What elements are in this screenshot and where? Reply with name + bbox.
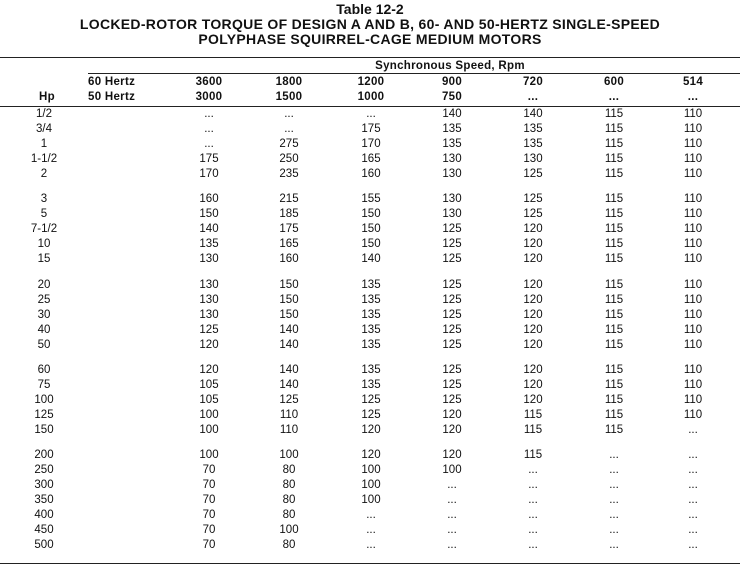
column-header-hz50: ...	[687, 91, 699, 103]
torque-cell: 115	[604, 379, 624, 391]
torque-cell: 115	[604, 138, 624, 150]
torque-cell: 115	[604, 223, 624, 235]
torque-cell: ...	[284, 123, 294, 135]
torque-cell: 100	[361, 494, 381, 506]
column-header-hz50: 1000	[357, 91, 385, 103]
torque-cell: 165	[361, 153, 381, 165]
column-header-hz60: 1200	[357, 76, 385, 88]
torque-cell: 120	[523, 309, 543, 321]
torque-cell: 115	[523, 409, 543, 421]
torque-cell: 140	[361, 253, 381, 265]
torque-cell: 125	[523, 193, 543, 205]
torque-cell: 110	[683, 324, 703, 336]
hp-cell: 450	[34, 524, 54, 536]
hp-cell: 125	[34, 409, 54, 421]
torque-cell: 125	[442, 223, 462, 235]
torque-cell: 215	[279, 193, 299, 205]
torque-cell: 115	[604, 153, 624, 165]
torque-cell: 115	[604, 364, 624, 376]
hp-cell: 100	[34, 394, 54, 406]
torque-cell: 235	[279, 168, 299, 180]
table-row	[0, 222, 740, 236]
hp-cell: 5	[40, 208, 48, 220]
table-row	[0, 408, 740, 422]
torque-cell: 70	[202, 464, 216, 476]
torque-cell: ...	[528, 464, 538, 476]
torque-cell: 110	[683, 193, 703, 205]
torque-cell: 140	[279, 364, 299, 376]
torque-cell: 125	[442, 309, 462, 321]
torque-cell: 140	[442, 108, 462, 120]
torque-cell: 125	[523, 208, 543, 220]
torque-cell: 115	[604, 279, 624, 291]
hp-cell: 7-1/2	[30, 223, 58, 235]
torque-cell: 140	[279, 379, 299, 391]
torque-cell: ...	[609, 539, 619, 551]
torque-cell: 115	[604, 309, 624, 321]
torque-cell: ...	[688, 494, 698, 506]
torque-cell: 110	[683, 279, 703, 291]
column-header-hz50: 3000	[195, 91, 223, 103]
hp-cell: 60	[37, 364, 51, 376]
torque-cell: 185	[279, 208, 299, 220]
torque-cell: 100	[199, 449, 219, 461]
torque-cell: ...	[447, 524, 457, 536]
torque-cell: 110	[683, 238, 703, 250]
column-header-hz50: 1500	[275, 91, 303, 103]
table-row	[0, 538, 740, 552]
torque-cell: 110	[279, 424, 299, 436]
torque-cell: 175	[199, 153, 219, 165]
torque-cell: 150	[361, 223, 381, 235]
hp-cell: 200	[34, 449, 54, 461]
torque-cell: ...	[204, 108, 214, 120]
column-header-hz60: 720	[522, 76, 544, 88]
hp-header: Hp	[39, 91, 55, 103]
table-row	[0, 152, 740, 166]
torque-cell: 80	[282, 509, 296, 521]
hp-cell: 15	[37, 253, 51, 265]
hp-cell: 40	[37, 324, 51, 336]
torque-cell: 130	[442, 193, 462, 205]
torque-cell: 70	[202, 524, 216, 536]
torque-cell: 115	[604, 424, 624, 436]
table-row	[0, 122, 740, 136]
top-rule	[0, 57, 740, 58]
torque-cell: 125	[442, 364, 462, 376]
torque-cell: 125	[442, 339, 462, 351]
torque-cell: 135	[523, 123, 543, 135]
column-header-hz60: 900	[441, 76, 463, 88]
torque-cell: 115	[604, 168, 624, 180]
torque-cell: 110	[683, 123, 703, 135]
torque-cell: 130	[442, 168, 462, 180]
torque-cell: 110	[683, 339, 703, 351]
torque-cell: 120	[523, 394, 543, 406]
torque-cell: ...	[609, 479, 619, 491]
torque-cell: 135	[523, 138, 543, 150]
column-header-hz50: ...	[527, 91, 539, 103]
torque-cell: 80	[282, 494, 296, 506]
hp-cell: 250	[34, 464, 54, 476]
freq-label-50hz: 50 Hertz	[88, 91, 136, 103]
torque-cell: ...	[609, 494, 619, 506]
torque-cell: 135	[361, 379, 381, 391]
torque-cell: 120	[361, 449, 381, 461]
torque-cell: 150	[279, 294, 299, 306]
torque-cell: 160	[361, 168, 381, 180]
torque-cell: ...	[528, 539, 538, 551]
hp-cell: 20	[37, 279, 51, 291]
torque-cell: 115	[523, 424, 543, 436]
torque-cell: 150	[199, 208, 219, 220]
torque-cell: ...	[609, 509, 619, 521]
torque-cell: 120	[523, 364, 543, 376]
torque-cell: 175	[279, 223, 299, 235]
torque-cell: 105	[199, 379, 219, 391]
torque-cell: 125	[523, 168, 543, 180]
hp-cell: 1-1/2	[30, 153, 58, 165]
torque-cell: 135	[361, 364, 381, 376]
torque-cell: 130	[199, 309, 219, 321]
torque-cell: 140	[279, 339, 299, 351]
torque-cell: 115	[523, 449, 543, 461]
torque-cell: 70	[202, 479, 216, 491]
table-row	[0, 463, 740, 477]
torque-cell: 175	[361, 123, 381, 135]
hp-cell: 3/4	[36, 123, 52, 135]
column-header-hz60: 1800	[275, 76, 303, 88]
torque-cell: 120	[442, 449, 462, 461]
table-row	[0, 278, 740, 292]
torque-cell: 110	[683, 253, 703, 265]
torque-cell: 80	[282, 464, 296, 476]
torque-cell: ...	[204, 138, 214, 150]
torque-cell: 170	[199, 168, 219, 180]
torque-cell: 105	[199, 394, 219, 406]
torque-cell: ...	[609, 449, 619, 461]
torque-cell: 165	[279, 238, 299, 250]
torque-cell: 115	[604, 108, 624, 120]
torque-cell: 115	[604, 394, 624, 406]
torque-cell: 120	[361, 424, 381, 436]
synchronous-speed-header: Synchronous Speed, Rpm	[375, 60, 525, 72]
torque-cell: 110	[683, 364, 703, 376]
torque-cell: 110	[683, 138, 703, 150]
torque-cell: ...	[366, 539, 376, 551]
torque-cell: 130	[199, 279, 219, 291]
torque-cell: 110	[683, 394, 703, 406]
torque-cell: ...	[609, 464, 619, 476]
torque-cell: 125	[361, 394, 381, 406]
torque-cell: 125	[442, 379, 462, 391]
torque-cell: 135	[361, 339, 381, 351]
torque-cell: 150	[279, 309, 299, 321]
torque-cell: ...	[528, 494, 538, 506]
table-row	[0, 167, 740, 181]
column-header-hz50: 750	[441, 91, 463, 103]
torque-cell: 110	[683, 208, 703, 220]
torque-cell: 110	[683, 153, 703, 165]
table-row	[0, 107, 740, 121]
torque-cell: 70	[202, 539, 216, 551]
torque-cell: 120	[523, 339, 543, 351]
torque-cell: 80	[282, 539, 296, 551]
torque-cell: 125	[442, 394, 462, 406]
torque-cell: 170	[361, 138, 381, 150]
torque-cell: ...	[688, 464, 698, 476]
torque-cell: 100	[361, 464, 381, 476]
torque-cell: 115	[604, 409, 624, 421]
torque-cell: 115	[604, 238, 624, 250]
torque-cell: ...	[447, 494, 457, 506]
torque-cell: 125	[279, 394, 299, 406]
torque-cell: 275	[279, 138, 299, 150]
torque-cell: ...	[366, 509, 376, 521]
table-row	[0, 252, 740, 266]
torque-cell: 115	[604, 294, 624, 306]
hp-cell: 3	[40, 193, 48, 205]
torque-cell: 135	[361, 294, 381, 306]
table-title-line-2: POLYPHASE SQUIRREL-CAGE MEDIUM MOTORS	[198, 31, 542, 47]
torque-cell: 120	[199, 364, 219, 376]
torque-cell: ...	[688, 539, 698, 551]
torque-cell: ...	[688, 479, 698, 491]
torque-cell: 130	[523, 153, 543, 165]
torque-cell: 115	[604, 123, 624, 135]
table-row	[0, 308, 740, 322]
torque-cell: 120	[523, 379, 543, 391]
hp-cell: 350	[34, 494, 54, 506]
column-header-hz60: 514	[682, 76, 704, 88]
bottom-rule	[0, 563, 740, 564]
torque-cell: 160	[279, 253, 299, 265]
table-row	[0, 393, 740, 407]
torque-cell: ...	[688, 509, 698, 521]
torque-cell: 100	[442, 464, 462, 476]
table-row	[0, 237, 740, 251]
torque-cell: 110	[683, 379, 703, 391]
torque-cell: ...	[204, 123, 214, 135]
torque-cell: ...	[688, 524, 698, 536]
torque-cell: 135	[361, 309, 381, 321]
torque-cell: 125	[199, 324, 219, 336]
torque-cell: 120	[523, 253, 543, 265]
table-row	[0, 478, 740, 492]
torque-cell: 110	[683, 309, 703, 321]
torque-cell: 130	[442, 208, 462, 220]
torque-cell: 100	[361, 479, 381, 491]
torque-cell: 100	[279, 449, 299, 461]
torque-cell: 120	[523, 279, 543, 291]
torque-cell: 160	[199, 193, 219, 205]
table-row	[0, 207, 740, 221]
torque-cell: 155	[361, 193, 381, 205]
torque-cell: 150	[361, 208, 381, 220]
table-row	[0, 363, 740, 377]
table-row	[0, 378, 740, 392]
torque-cell: 100	[279, 524, 299, 536]
torque-cell: 150	[279, 279, 299, 291]
table-title-line-1: LOCKED-ROTOR TORQUE OF DESIGN A AND B, 60- AND 50-HERTZ SINGLE-SPEED	[79, 16, 661, 32]
torque-cell: ...	[447, 479, 457, 491]
torque-cell: ...	[366, 108, 376, 120]
hp-cell: 1/2	[36, 108, 52, 120]
torque-cell: 110	[683, 168, 703, 180]
torque-cell: 120	[523, 238, 543, 250]
torque-cell: ...	[366, 524, 376, 536]
hp-cell: 75	[37, 379, 51, 391]
torque-cell: ...	[447, 539, 457, 551]
torque-cell: 135	[361, 279, 381, 291]
torque-cell: 125	[442, 253, 462, 265]
freq-label-60hz: 60 Hertz	[88, 76, 136, 88]
torque-cell: 125	[361, 409, 381, 421]
torque-cell: 120	[523, 223, 543, 235]
torque-cell: 130	[442, 153, 462, 165]
torque-cell: 130	[199, 294, 219, 306]
hp-cell: 400	[34, 509, 54, 521]
table-row	[0, 448, 740, 462]
table-row	[0, 423, 740, 437]
column-header-hz60: 3600	[195, 76, 223, 88]
torque-cell: ...	[688, 424, 698, 436]
torque-cell: 120	[523, 324, 543, 336]
torque-cell: 120	[199, 339, 219, 351]
column-header-hz50: ...	[608, 91, 620, 103]
hp-cell: 500	[34, 539, 54, 551]
torque-cell: 125	[442, 238, 462, 250]
torque-cell: ...	[284, 108, 294, 120]
hp-cell: 25	[37, 294, 51, 306]
hp-cell: 1	[40, 138, 48, 150]
torque-cell: 70	[202, 509, 216, 521]
torque-cell: 110	[683, 409, 703, 421]
torque-cell: 125	[442, 324, 462, 336]
torque-cell: ...	[528, 479, 538, 491]
torque-cell: 120	[442, 424, 462, 436]
torque-cell: 250	[279, 153, 299, 165]
torque-cell: 140	[279, 324, 299, 336]
table-row	[0, 293, 740, 307]
torque-cell: 100	[199, 409, 219, 421]
hp-cell: 30	[37, 309, 51, 321]
torque-cell: 140	[523, 108, 543, 120]
table-row	[0, 137, 740, 151]
hp-cell: 10	[37, 238, 51, 250]
table-row	[0, 508, 740, 522]
torque-cell: 110	[683, 294, 703, 306]
torque-cell: 140	[199, 223, 219, 235]
torque-cell: ...	[447, 509, 457, 521]
column-header-hz60: 600	[603, 76, 625, 88]
table-row	[0, 323, 740, 337]
table-row	[0, 523, 740, 537]
torque-cell: 70	[202, 494, 216, 506]
table-row	[0, 338, 740, 352]
table-row	[0, 192, 740, 206]
torque-cell: ...	[528, 509, 538, 521]
torque-cell: 135	[199, 238, 219, 250]
torque-cell: 125	[442, 279, 462, 291]
torque-cell: ...	[528, 524, 538, 536]
table-number: Table 12-2	[336, 1, 404, 17]
table-row	[0, 493, 740, 507]
torque-cell: 120	[523, 294, 543, 306]
torque-cell: 125	[442, 294, 462, 306]
torque-cell: 110	[279, 409, 299, 421]
torque-cell: 115	[604, 253, 624, 265]
hp-cell: 2	[40, 168, 48, 180]
torque-cell: 130	[199, 253, 219, 265]
torque-cell: 135	[442, 138, 462, 150]
torque-cell: 100	[199, 424, 219, 436]
torque-cell: 135	[361, 324, 381, 336]
torque-cell: 80	[282, 479, 296, 491]
torque-cell: 115	[604, 208, 624, 220]
torque-cell: 135	[442, 123, 462, 135]
group-header-rule	[88, 73, 740, 74]
torque-cell: ...	[688, 449, 698, 461]
hp-cell: 50	[37, 339, 51, 351]
torque-cell: ...	[609, 524, 619, 536]
torque-cell: 110	[683, 108, 703, 120]
hp-cell: 150	[34, 424, 54, 436]
torque-cell: 115	[604, 339, 624, 351]
torque-cell: 150	[361, 238, 381, 250]
torque-cell: 115	[604, 324, 624, 336]
torque-cell: 115	[604, 193, 624, 205]
torque-cell: 120	[442, 409, 462, 421]
torque-cell: 110	[683, 223, 703, 235]
hp-cell: 300	[34, 479, 54, 491]
